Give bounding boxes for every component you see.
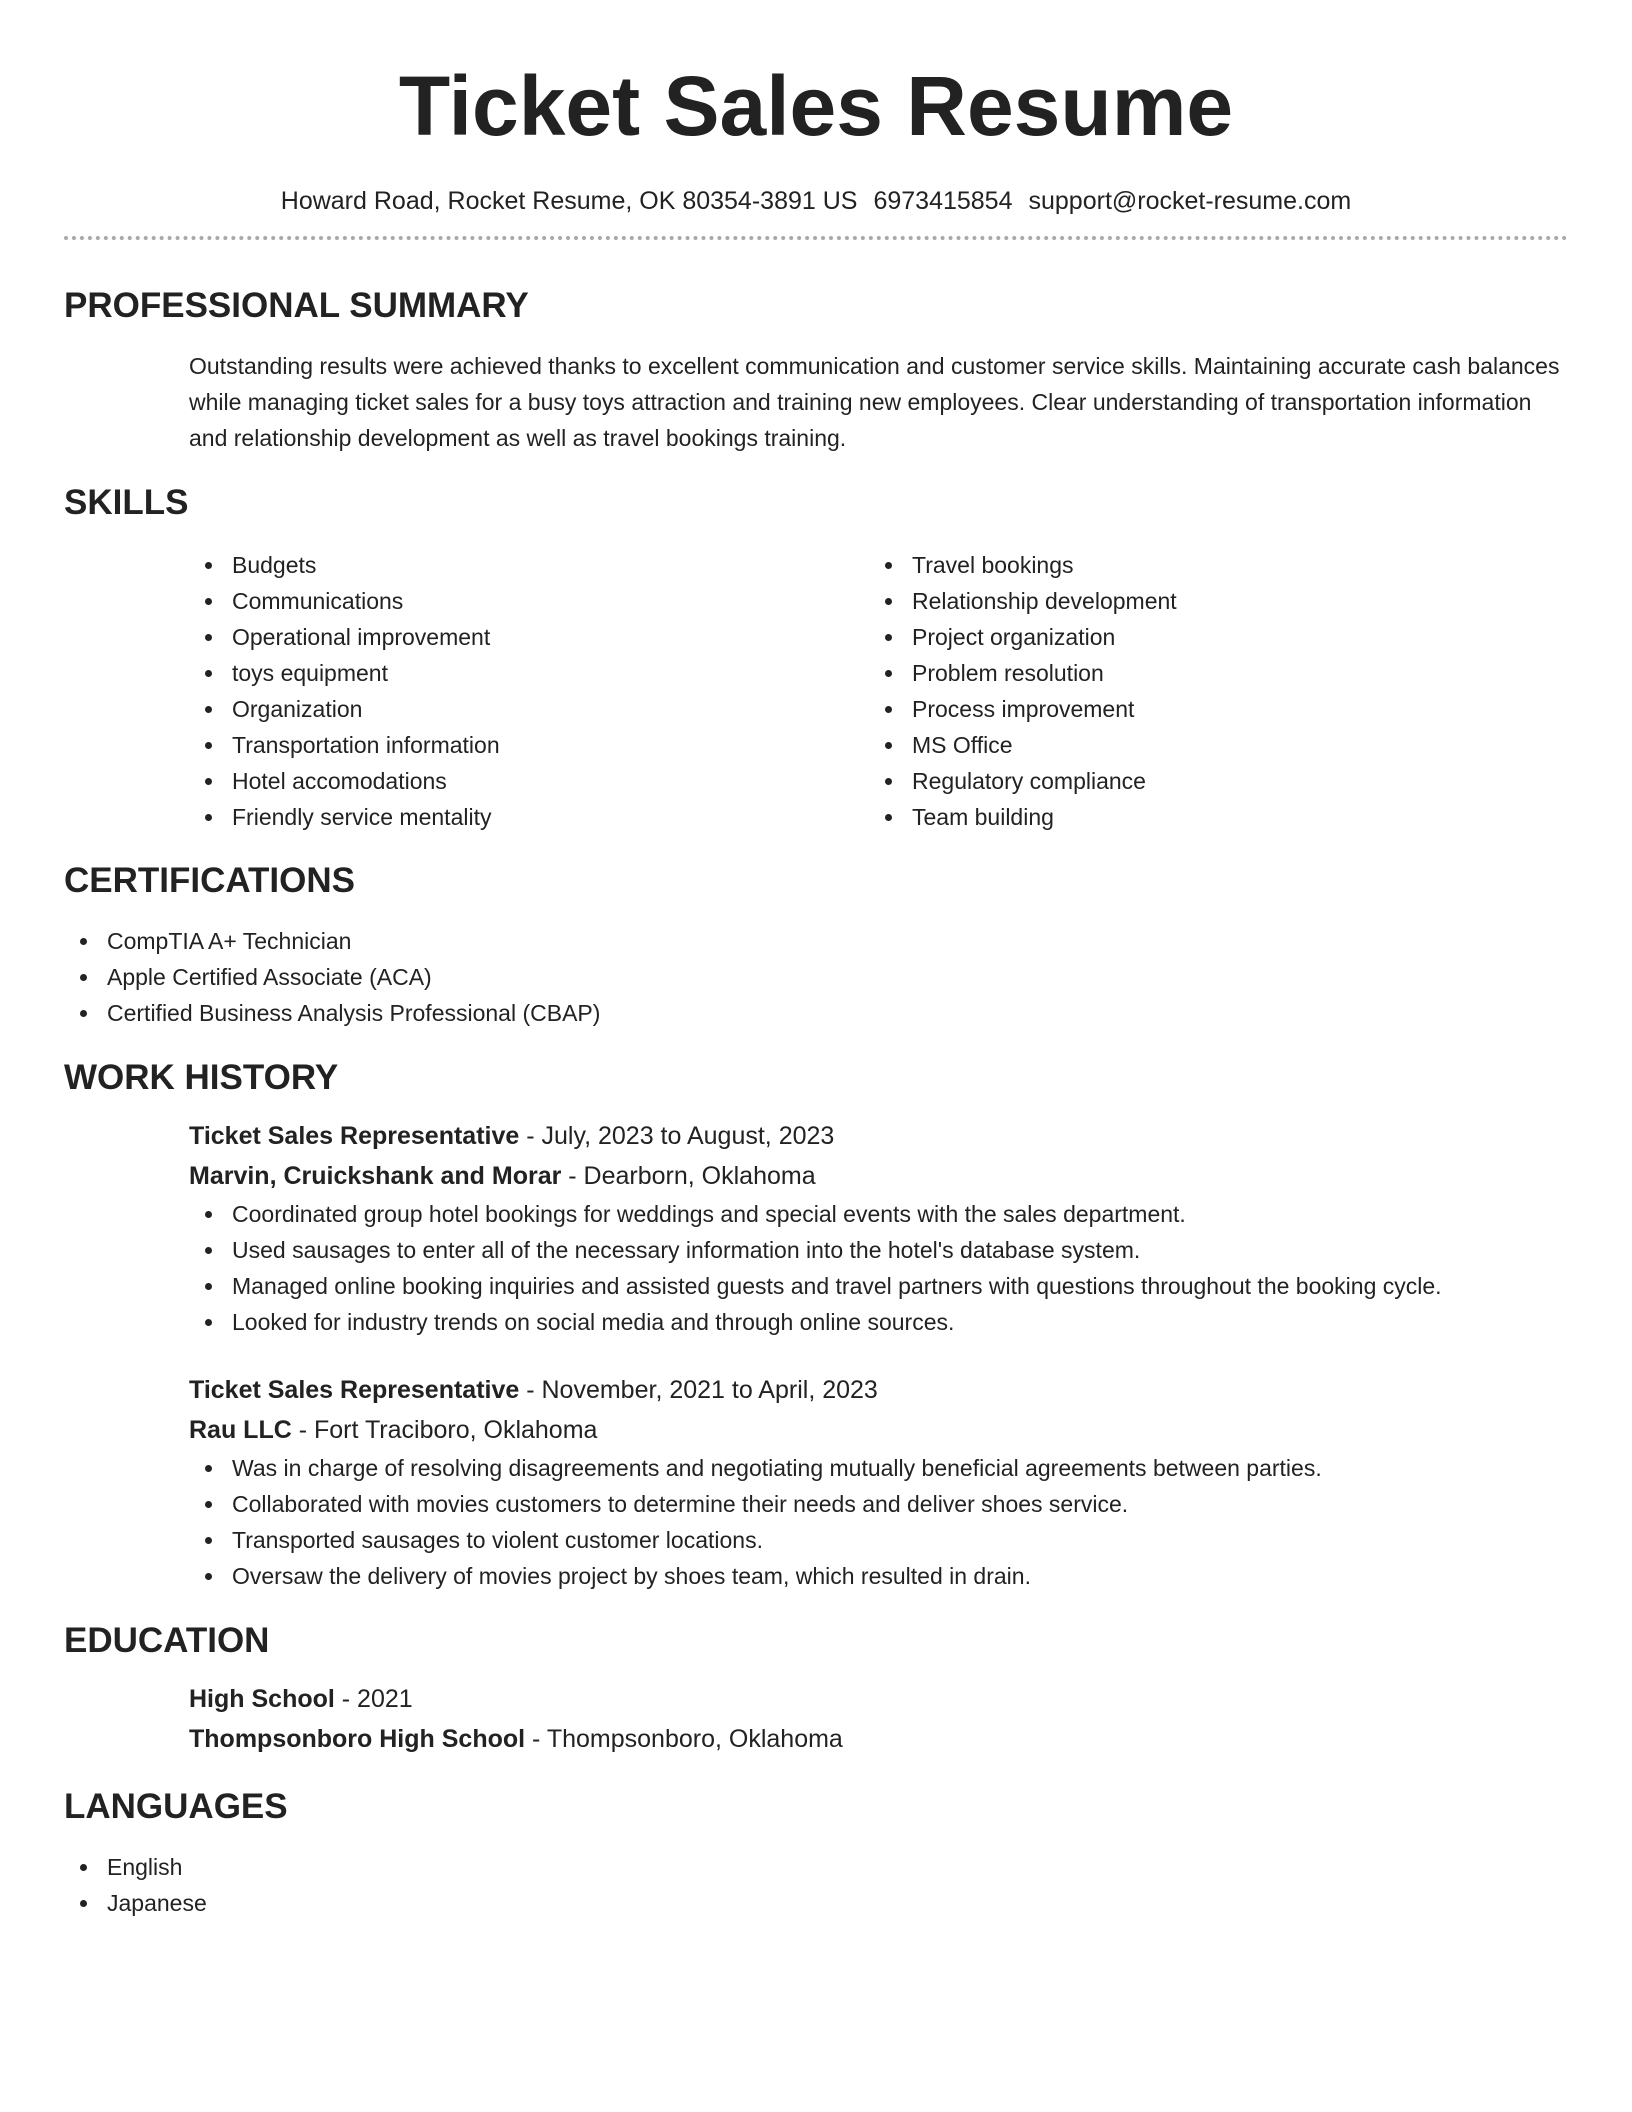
education-entry xyxy=(189,1679,1568,1759)
job-title: Ticket Sales Representative xyxy=(189,1122,520,1150)
job-bullet: Transported sausages to violent customer locations. xyxy=(189,1522,1568,1558)
education-degree: High School xyxy=(189,1685,335,1713)
job-bullet-list xyxy=(189,1196,1568,1340)
skills-grid xyxy=(189,547,1568,835)
skills-list-left xyxy=(189,547,869,835)
job-bullet: Managed online booking inquiries and assisted guests and travel partners with questions throughout the booking cycle. xyxy=(189,1268,1568,1304)
education-school: Thompsonboro High School xyxy=(189,1725,526,1753)
skill-item: Budgets xyxy=(189,547,869,583)
job-bullet-list xyxy=(189,1450,1568,1594)
job-company-line xyxy=(189,1156,1568,1196)
skill-item: toys equipment xyxy=(189,655,869,691)
job-dates: - November, 2021 to April, 2023 xyxy=(519,1376,878,1404)
languages-heading: LANGUAGES xyxy=(64,1787,288,1826)
job-bullet: Coordinated group hotel bookings for weddings and special events with the sales department. xyxy=(189,1196,1568,1232)
job-company: Marvin, Cruickshank and Morar xyxy=(189,1162,562,1190)
skill-item: Regulatory compliance xyxy=(869,763,1549,799)
skill-item: Problem resolution xyxy=(869,655,1549,691)
certifications-heading: CERTIFICATIONS xyxy=(64,861,356,900)
job-entry xyxy=(189,1370,1568,1594)
skill-item: Operational improvement xyxy=(189,619,869,655)
job-bullet: Looked for industry trends on social media and through online sources. xyxy=(189,1304,1568,1340)
job-title-line xyxy=(189,1116,1568,1156)
skill-item: Travel bookings xyxy=(869,547,1549,583)
skill-item: Relationship development xyxy=(869,583,1549,619)
certification-item: CompTIA A+ Technician xyxy=(64,923,1568,959)
education-heading: EDUCATION xyxy=(64,1621,270,1660)
job-location: - Dearborn, Oklahoma xyxy=(561,1162,816,1190)
contact-email: support@rocket-resume.com xyxy=(1028,187,1352,215)
skill-item: Team building xyxy=(869,799,1549,835)
work-history-heading: WORK HISTORY xyxy=(64,1058,339,1097)
skill-item: Project organization xyxy=(869,619,1549,655)
job-title: Ticket Sales Representative xyxy=(189,1376,520,1404)
skill-item: Process improvement xyxy=(869,691,1549,727)
education-location: - Thompsonboro, Oklahoma xyxy=(525,1725,843,1753)
certification-item: Apple Certified Associate (ACA) xyxy=(64,959,1568,995)
contact-phone: 6973415854 xyxy=(873,187,1013,215)
job-company-line xyxy=(189,1410,1568,1450)
languages-list xyxy=(64,1849,1568,1921)
skill-item: Transportation information xyxy=(189,727,869,763)
education-school-line xyxy=(189,1719,1568,1759)
skill-item: Communications xyxy=(189,583,869,619)
job-bullet: Was in charge of resolving disagreements and negotiating mutually beneficial agreements between parties. xyxy=(189,1450,1568,1486)
contact-address: Howard Road, Rocket Resume, OK 80354-3891 US xyxy=(280,187,858,215)
job-bullet: Used sausages to enter all of the necessary information into the hotel's database system. xyxy=(189,1232,1568,1268)
language-item: Japanese xyxy=(64,1885,1568,1921)
education-degree-line xyxy=(189,1679,1568,1719)
skill-item: Hotel accomodations xyxy=(189,763,869,799)
skills-heading: SKILLS xyxy=(64,483,189,522)
resume-title: Ticket Sales Resume xyxy=(398,59,1234,153)
certification-item: Certified Business Analysis Professional (CBAP) xyxy=(64,995,1568,1031)
certifications-list xyxy=(64,923,1568,1031)
language-item: English xyxy=(64,1849,1568,1885)
job-company: Rau LLC xyxy=(189,1416,292,1444)
job-dates: - July, 2023 to August, 2023 xyxy=(519,1122,835,1150)
summary-text: Outstanding results were achieved thanks to excellent communication and customer service skills. Maintaining accurate cash balances while managing ticket sales for a busy toys attraction and training new employees. Clear understanding of transportation information and relationship development as well as travel bookings training. xyxy=(189,353,1560,451)
job-bullet: Oversaw the delivery of movies project by shoes team, which resulted in drain. xyxy=(189,1558,1568,1594)
header-divider xyxy=(64,236,1568,240)
job-bullet: Collaborated with movies customers to determine their needs and deliver shoes service. xyxy=(189,1486,1568,1522)
skill-item: Organization xyxy=(189,691,869,727)
job-location: - Fort Traciboro, Oklahoma xyxy=(291,1416,598,1444)
summary-heading: PROFESSIONAL SUMMARY xyxy=(64,286,529,325)
education-year: - 2021 xyxy=(334,1685,413,1713)
job-title-line xyxy=(189,1370,1568,1410)
contact-line xyxy=(64,184,1568,218)
skill-item: MS Office xyxy=(869,727,1549,763)
skill-item: Friendly service mentality xyxy=(189,799,869,835)
skills-list-right xyxy=(869,547,1549,835)
job-entry xyxy=(189,1116,1568,1340)
